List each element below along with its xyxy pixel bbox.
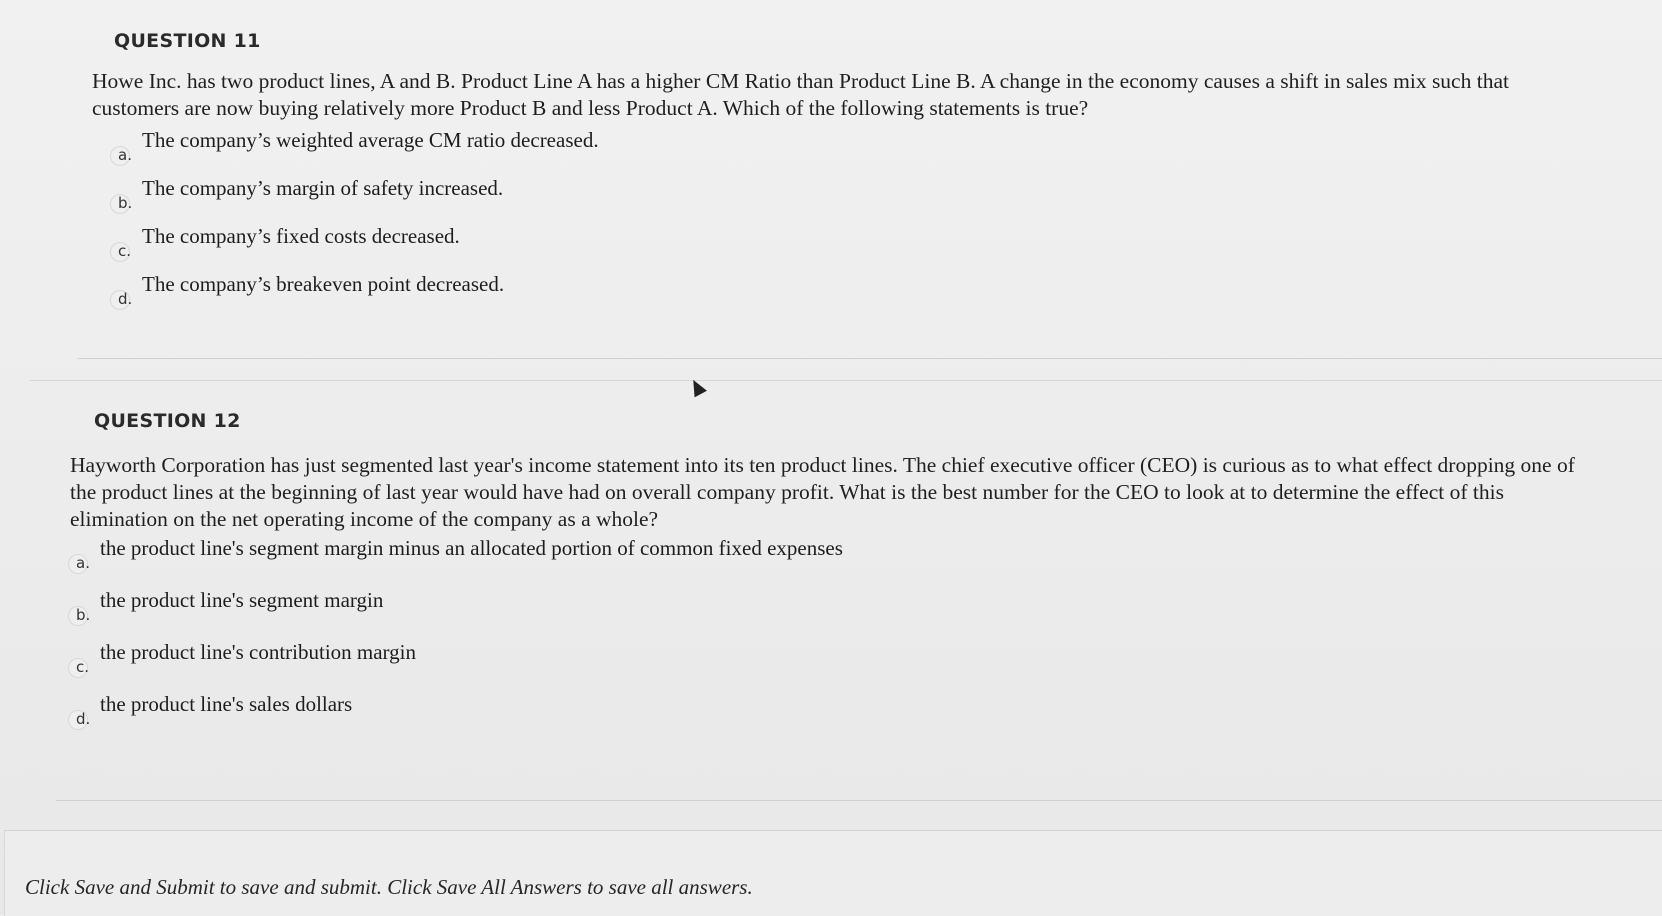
question-12-option-b[interactable]: [68, 588, 843, 640]
question-11-option-c[interactable]: [110, 224, 599, 272]
option-letter: c.: [118, 242, 132, 260]
option-text: the product line's contribution margin: [100, 640, 417, 664]
option-text: the product line's segment margin minus an allocated portion of common fixed expenses: [100, 536, 843, 560]
option-letter: b.: [118, 194, 133, 212]
question-12-text: Hayworth Corporation has just segmented last year's income statement into its ten product lines. The chief executive officer (CEO) is curious as to what effect dropping one of the product lines at the beginning of last year would have had on overall company profit. What is the best number for the CEO to look at to determine the effect of this elimination on the net operating income of the company as a whole?: [70, 453, 1575, 531]
option-letter: b.: [76, 606, 91, 624]
question-11: [0, 0, 1662, 372]
question-12-options: [68, 536, 843, 744]
option-letter: a.: [76, 554, 90, 572]
option-text: The company’s weighted average CM ratio decreased.: [142, 128, 599, 152]
option-letter: d.: [118, 290, 133, 308]
option-text: The company’s fixed costs decreased.: [142, 224, 460, 248]
option-letter: a.: [118, 146, 132, 164]
option-text: The company’s breakeven point decreased.: [142, 272, 505, 296]
question-12-option-a[interactable]: [68, 536, 843, 588]
question-11-text: Howe Inc. has two product lines, A and B. Product Line A has a higher CM Ratio than Product Line B. A change in the economy causes a shift in sales mix such that customers are now buying relatively more Product B and less Product A. Which of the following statements is true?: [92, 69, 1509, 120]
question-11-title: QUESTION 11: [114, 30, 261, 52]
question-12-title: QUESTION 12: [94, 410, 241, 432]
footer-bar: [4, 830, 1662, 916]
question-11-options: [110, 128, 599, 320]
question-divider: [56, 800, 1662, 801]
option-letter: d.: [76, 710, 91, 728]
question-11-option-d[interactable]: [110, 272, 599, 320]
option-letter: c.: [76, 658, 90, 676]
question-11-option-b[interactable]: [110, 176, 599, 224]
question-12: [0, 392, 1662, 812]
option-text: the product line's sales dollars: [100, 692, 353, 716]
question-divider: [78, 358, 1662, 359]
question-12-option-c[interactable]: [68, 640, 843, 692]
question-12-option-d[interactable]: [68, 692, 843, 744]
option-text: the product line's segment margin: [100, 588, 384, 612]
save-instruction: Click Save and Submit to save and submit. Click Save All Answers to save all answers.: [25, 875, 753, 899]
question-11-option-a[interactable]: [110, 128, 599, 176]
question-separator: [30, 380, 1662, 381]
option-text: The company’s margin of safety increased.: [142, 176, 504, 200]
